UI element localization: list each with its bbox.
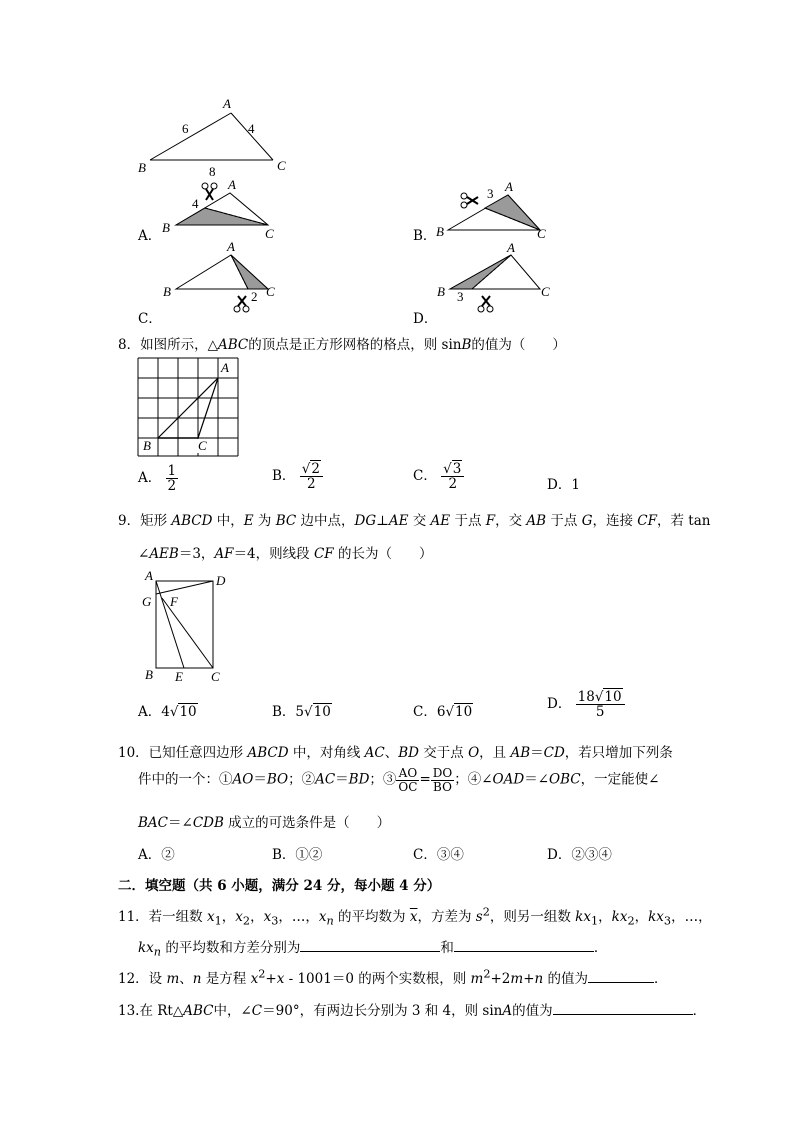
q9-option-c[interactable]: C．6√10 <box>413 704 473 720</box>
svg-text:E: E <box>175 669 183 684</box>
q9-option-d[interactable]: D． $\frac{18√10}{5}$ <box>547 690 625 719</box>
svg-text:C: C <box>537 226 546 241</box>
q8-stem: 8．如图所示，△ABC的顶点是正方形网格的格点，则 sinB的值为（ ） <box>118 337 566 353</box>
q9-rectangle-figure <box>142 568 226 684</box>
q11-stem-line1: 11．若一组数 $x_1$，$x_2$，$x_3$，…，$x_n$ 的平均数为 $\overline{x}$，方差为 $s^2$，则另一组数 $kx_1$，$kx_2$，$kx_3$，…， <box>118 905 712 928</box>
svg-text:F: F <box>170 594 178 609</box>
q10-stem-line1: 10．已知任意四边形 ABCD 中，对角线 AC、BD 交于点 O，且 AB＝CD，若只增加下列条 <box>118 745 673 761</box>
q13-blank[interactable] <box>553 1014 693 1015</box>
q8-option-a[interactable]: A． $\frac{1}{2}$ <box>138 463 177 495</box>
q11-stem-line2: $kx_n$ 的平均数和方差分别为 和 ． <box>138 940 608 959</box>
q12-blank[interactable] <box>588 982 654 983</box>
q13-stem: 13.在 Rt△ABC中，∠C＝90°，有两边长分别为 3 和 4，则 sinA的值为 ． <box>118 1003 707 1019</box>
q11-blank-variance[interactable] <box>454 951 594 952</box>
svg-text:B: B <box>162 220 170 235</box>
q10-stem-line3: BAC＝∠CDB 成立的可选条件是（ ） <box>138 815 391 831</box>
q9-stem-line1: 9．矩形 ABCD 中，E 为 BC 边中点，DG⊥AE 交 AE 于点 F，交 AB 于点 G，连接 CF，若 tan <box>118 513 711 529</box>
label-AB: 6 <box>182 121 189 136</box>
q12-stem: 12．设 m、n 是方程 $x^2+x - 1001=0$ 的两个实数根，则 $m^2+2m+n$ 的值为 ． <box>118 967 668 987</box>
q9-option-a[interactable]: A．4√10 <box>138 704 197 720</box>
svg-text:A: A <box>227 239 235 254</box>
q7-option-a-letter[interactable]: A． <box>138 228 162 244</box>
svg-text:3: 3 <box>457 289 464 304</box>
svg-text:C: C <box>211 669 220 684</box>
q10-option-d[interactable]: D．②③④ <box>547 847 612 863</box>
label-C: C <box>277 158 286 173</box>
svg-text:A: A <box>505 179 513 194</box>
svg-text:B: B <box>436 224 444 239</box>
svg-text:3: 3 <box>487 186 494 201</box>
section-heading: 二．填空题（共 6 小题，满分 24 分，每小题 4 分） <box>118 878 441 894</box>
label-B: B <box>138 160 146 175</box>
q7-option-b-letter[interactable]: B． <box>413 228 437 244</box>
q7-figure-a <box>162 177 274 241</box>
svg-text:G: G <box>142 594 152 609</box>
scissors-icon <box>461 193 478 208</box>
q7-option-d-letter[interactable]: D． <box>413 311 438 327</box>
q8-option-c[interactable]: C． $\frac{√3}{2}$ <box>413 462 464 491</box>
q9-stem-line2: ∠AEB＝3，AF＝4，则线段 CF 的长为（ ） <box>138 546 433 562</box>
svg-text:A: A <box>507 240 515 255</box>
svg-text:A: A <box>228 177 236 192</box>
svg-text:C: C <box>266 284 275 299</box>
svg-text:A: A <box>145 568 153 583</box>
label-AC: 4 <box>248 121 255 136</box>
q8-option-d[interactable]: D．1 <box>547 477 580 493</box>
svg-text:B: B <box>143 438 151 453</box>
q10-stem-line2: 件中的一个：①AO＝BO；②AC＝BD；③ $\frac{AO}{OC}$ = $\frac{DO}{BO}$ ；④∠OAD＝∠OBC，一定能使∠ <box>138 766 660 794</box>
q8-option-b[interactable]: B． $\frac{√2}{2}$ <box>272 462 323 491</box>
svg-text:A: A <box>221 360 229 375</box>
label-BC: 8 <box>209 164 216 179</box>
q11-blank-mean[interactable] <box>300 951 440 952</box>
q10-option-a[interactable]: A．② <box>138 847 175 863</box>
svg-text:C: C <box>198 438 207 453</box>
q7-figure-b <box>436 179 546 241</box>
label-A: A <box>223 96 231 111</box>
scissors-icon <box>478 296 493 312</box>
q9-option-b[interactable]: B．5√10 <box>272 704 331 720</box>
svg-text:C: C <box>265 226 274 241</box>
svg-text:B: B <box>437 284 445 299</box>
svg-text:B: B <box>163 284 171 299</box>
q10-option-c[interactable]: C．③④ <box>413 847 464 863</box>
svg-text:C: C <box>541 284 550 299</box>
scissors-icon <box>234 296 249 312</box>
q8-grid-figure <box>138 358 238 456</box>
svg-text:B: B <box>145 667 153 682</box>
svg-text:D: D <box>216 573 226 588</box>
q7-figure-c <box>163 239 275 312</box>
scissors-icon <box>202 183 217 200</box>
q10-option-b[interactable]: B．①② <box>272 847 323 863</box>
svg-text:2: 2 <box>251 289 258 304</box>
svg-text:4: 4 <box>192 196 199 211</box>
q7-option-c-letter[interactable]: C． <box>138 311 162 327</box>
q7-figure-d <box>437 240 550 312</box>
